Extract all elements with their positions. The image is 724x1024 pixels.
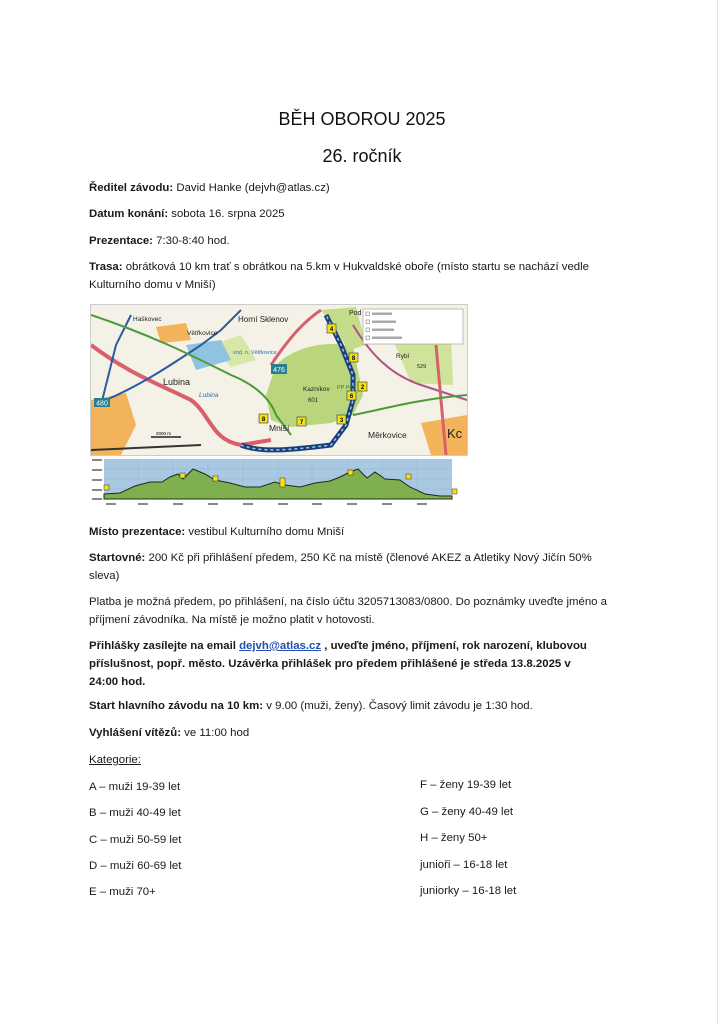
category-item: B – muži 40-49 let [89,807,181,819]
checkpoint-label: 6 [349,394,354,400]
elevation-profile [90,456,466,510]
route-map [90,304,468,456]
awards-value: ve 11:00 hod [181,727,250,739]
route-line [89,258,624,294]
category-item: H – ženy 50+ [420,832,488,844]
route-label: Trasa: [89,261,123,273]
map-place-label: Haškovec [133,316,162,323]
fee-line [89,549,624,585]
start-label: Start hlavního závodu na 10 km: [89,700,264,712]
checkpoint-label: 2 [360,385,365,391]
checkpoint-label: 4 [329,327,334,333]
legend-item-text [372,321,396,324]
director-label: Ředitel závodu: [89,182,174,194]
checkpoint-label: 3 [339,418,344,424]
legend-item-text [372,329,394,332]
date-value: sobota 16. srpna 2025 [168,208,285,220]
registration-time-label: Prezentace: [89,235,153,247]
registration-time-value: 7:30-8:40 hod. [152,235,230,247]
category-item: A – muži 19-39 let [89,781,181,793]
map-place-label: PP Pod [337,385,356,391]
category-item: juniorky – 16-18 let [420,885,517,897]
checkpoint-label: 8 [261,417,266,423]
map-place-label: 601 [308,398,319,404]
legend-item-text [372,337,402,340]
legend-checkbox [366,328,370,332]
checkpoint-label: 8 [351,356,356,362]
checkpoint-label: 7 [299,420,304,426]
awards-label: Vyhlášení vítězů: [89,727,181,739]
category-item: E – muži 70+ [89,886,156,898]
date-line [89,205,629,223]
payment-line: Platba je možná předem, po přihlášení, na číslo účtu 3205713083/0800. Do poznámky uveďte jméno a příjmení závodníka. Na místě je možno platit v hotovosti. [89,596,608,626]
awards-line [89,724,629,742]
applications-suffix: , uveďte jméno, příjmení, rok narození, klubovou příslušnost, popř. město. Uzávěrka přihlášek pro předem přihlášené je středa 13.8.2025 v 24:00 hod. [89,640,587,688]
legend-checkbox [366,312,370,316]
map-place-label: 529 [417,364,427,370]
map-place-label: Lubina [163,377,191,387]
legend-item-text [372,313,392,316]
road-number-label: 476 [273,367,285,374]
categories-heading: Kategorie: [89,754,141,766]
venue-line [89,523,629,541]
venue-value: vestibul Kulturního domu Mniší [185,526,345,538]
page-subtitle: 26. ročník [322,146,402,166]
map-place-label: Kazníkov [303,386,330,393]
map-place-label: Větřkovice [187,330,218,337]
map-place-label: Horní Sklenov [238,315,289,324]
start-value: v 9.00 (muži, ženy). Časový limit závodu je 1:30 hod. [263,700,533,712]
category-item: G – ženy 40-49 let [420,806,514,818]
legend-checkbox [366,336,370,340]
fee-value: 200 Kč při přihlášení předem, 250 Kč na místě (členové AKEZ a Atletiky Nový Jičín 50% sleva) [89,552,592,582]
applications-email-link[interactable]: dejvh@atlas.cz [239,640,322,652]
category-item: F – ženy 19-39 let [420,779,512,791]
map-scale-label: 2000 m [156,431,172,436]
map-legend [363,309,463,344]
venue-label: Místo prezentace: [89,526,186,538]
map-place-label: Pod [349,310,362,317]
applications-prefix: Přihlášky zasílejte na email [89,640,240,652]
category-item: D – muži 60-69 let [89,860,182,872]
fee-label: Startovné: [89,552,146,564]
map-place-label: Rybí [396,353,410,360]
elevation-profile-graphic [90,456,466,510]
map-place-label: Měrkovice [368,430,407,440]
page-title: BĚH OBOROU 2025 [278,109,446,129]
category-item: junioři – 16-18 let [420,859,508,871]
applications-line [89,637,589,691]
category-item: C – muži 50-59 let [89,834,182,846]
route-map-graphic [91,305,467,455]
map-place-label: Mniší [269,423,290,433]
map-place-label: Kc [447,426,463,441]
start-line [89,697,629,715]
road-number-label: 480 [96,400,108,408]
route-value: obrátková 10 km trať s obrátkou na 5.km v Hukvaldské oboře (místo startu se nachází vedle Kulturního domu v Mniší) [89,261,590,291]
registration-time-line [89,232,629,250]
map-place-label: Lubina [199,392,219,399]
legend-checkbox [366,320,370,324]
map-place-label: vod. n. Větřkovice [233,350,277,356]
date-label: Datum konání: [89,208,169,220]
director-line [89,179,629,197]
director-value: David Hanke (dejvh@atlas.cz) [173,182,330,194]
